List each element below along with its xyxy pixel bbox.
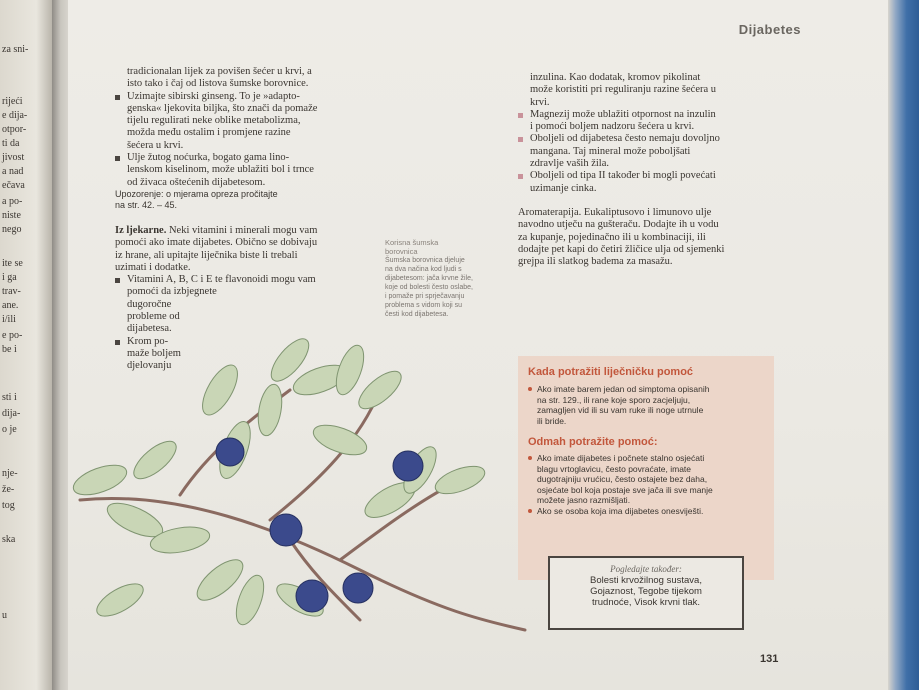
caption-text-line: i pomaže pri sprječavanju: [385, 293, 465, 300]
text-line: možda među ostalim i promjene razine: [127, 127, 291, 139]
text-line: inzulina. Kao dodatak, kromov pikolinat: [530, 72, 701, 83]
text-line: uzimati i dodatke.: [115, 261, 191, 273]
doctor-box-item-2: [528, 453, 768, 506]
text-line: maže boljem: [127, 347, 181, 359]
see-also-label: Pogledajte također:: [610, 564, 682, 574]
left-page-text-fragment: za sni-: [2, 44, 29, 55]
left-page-text-fragment: otpor-: [2, 124, 27, 135]
left-page-text-fragment: ečava: [2, 180, 25, 191]
left-page-text-fragment: ti da: [2, 138, 20, 149]
text-line: na str. 129., ili rane koje sporo zacjeljuju,: [537, 394, 691, 405]
text-line: Krom po-: [127, 335, 169, 347]
left-page-edge: [0, 0, 52, 690]
text-line: dijabetesa.: [127, 323, 172, 335]
col1-bullet-vitamins: [115, 274, 380, 335]
text-line: isto tako i čaj od listova šumske borovnice.: [127, 78, 309, 90]
caption-title-line: Korisna šumska: [385, 238, 439, 247]
text-line: Upozorenje: o mjerama opreza pročitajte: [115, 188, 278, 199]
text-line: uzimanje cinka.: [530, 182, 597, 194]
left-page-text-fragment: ska: [2, 534, 16, 545]
left-page-text-fragment: že-: [2, 484, 15, 495]
text-line: grejpa ili slatkog badema za masažu.: [518, 256, 673, 268]
page-header: Dijabetes: [738, 22, 801, 37]
left-page-text-fragment: nje-: [2, 468, 18, 479]
text-line: zdravlje vaših žila.: [530, 158, 610, 170]
col1-bullet-ginseng: [115, 91, 380, 152]
caption-title: [385, 238, 510, 256]
text-line: Oboljeli od dijabetesa često nemaju dovoljno: [530, 133, 720, 145]
text-line: ili bride.: [537, 415, 567, 426]
pharmacy-heading: Iz ljekarne.: [115, 224, 167, 236]
caption-text: [385, 256, 510, 319]
aromatherapy-paragraph: [518, 207, 780, 268]
text-line: djelovanju: [127, 360, 172, 372]
text-line: zamagljen vid ili su vam ruke ili noge utrnule: [537, 405, 704, 415]
blueberry-caption: [385, 238, 510, 319]
text-line: mangana. Taj mineral može poboljšati: [530, 145, 691, 157]
left-page-text-fragment: be i: [2, 344, 17, 355]
warning-note: [115, 189, 380, 211]
left-page-text-fragment: e po-: [2, 330, 23, 341]
col3-intro: [518, 72, 780, 109]
col3-bullet-manganese: [518, 133, 780, 170]
col3-bullet-zinc: [518, 170, 780, 195]
text-line: Aromaterapija. Eukaliptusovo i limunovo ulje: [518, 206, 712, 218]
left-page-text-fragment: i/ili: [2, 314, 16, 325]
text-line: Neki vitamini i minerali mogu vam: [166, 224, 318, 236]
text-line: Ulje žutog noćurka, bogato gama lino-: [127, 152, 290, 164]
column-3: [518, 72, 780, 268]
left-page-text-fragment: dija-: [2, 408, 21, 419]
text-line: Ako imate barem jedan od simptoma opisanih: [537, 384, 710, 394]
caption-text-line: dijabetesom: jača krvne žile,: [385, 275, 473, 282]
urgent-help-title: Odmah potražite pomoć:: [528, 436, 658, 448]
text-line: Ako se osoba koja ima dijabetes onesviješti.: [537, 505, 704, 516]
caption-text-line: česti kod dijabetesa.: [385, 311, 449, 318]
text-line: možete jasno razmišljati.: [537, 495, 631, 505]
left-page-text-fragment: ite se: [2, 258, 23, 269]
text-line: blagu vrtoglavicu, često povraćate, imate: [537, 463, 692, 474]
text-line: tijelu regulirati neke oblike metabolizma,: [127, 115, 301, 127]
text-line: od živaca oštećenih dijabetesom.: [127, 176, 266, 188]
see-also-line: trudnoće, Visok krvni tlak.: [591, 597, 701, 608]
left-page-text-fragment: o je: [2, 424, 17, 435]
doctor-box-title: Kada potražiti liječničku pomoć: [528, 366, 694, 378]
col1-bullet-evening-primrose: [115, 152, 380, 189]
text-line: pomoći ako imate dijabetes. Obično se dobivaju: [115, 237, 318, 249]
caption-title-line: borovnica: [385, 247, 418, 256]
left-page-text-fragment: trav-: [2, 286, 21, 297]
col1-intro: [115, 66, 380, 91]
text-line: lenskom kiselinom, može ublažiti bol i trnce: [127, 164, 314, 176]
left-page-text-fragment: nego: [2, 224, 22, 235]
text-line: probleme od: [127, 311, 180, 323]
see-also-line: Gojaznost, Tegobe tijekom: [590, 586, 702, 597]
text-line: genska« ljekovita biljka, što znači da pomaže: [127, 102, 318, 114]
text-line: na str. 42. – 45.: [115, 199, 178, 210]
text-line: Uzimajte sibirski ginseng. To je »adapto-: [127, 90, 300, 102]
left-page-text-fragment: sti i: [2, 392, 17, 403]
left-page-text-fragment: a po-: [2, 196, 23, 207]
caption-text-line: Šumska borovnica djeluje: [385, 257, 465, 264]
text-line: za kupanje, pojedinačno ili u kombinaciji, ili: [518, 231, 706, 243]
text-line: dugotrajniju vrućicu, često ostajete bez daha,: [537, 474, 708, 484]
left-page-text-fragment: u: [2, 610, 7, 621]
see-also-box: [548, 556, 744, 630]
left-page-text-fragment: jivost: [2, 152, 25, 163]
column-1: [115, 66, 380, 373]
see-also-line: Bolesti krvožilnog sustava,: [590, 575, 702, 586]
left-page-text-fragment: ane.: [2, 300, 19, 311]
caption-text-line: problema s vidom koji su: [385, 302, 463, 309]
pharmacy-paragraph: [115, 225, 380, 274]
doctor-box-item-3: [528, 506, 768, 517]
left-page-text-fragment: tog: [2, 500, 15, 511]
blueberry-branch-illustration: [60, 330, 540, 640]
text-line: iz hrane, ali upitajte liječnika biste li trebali: [115, 249, 298, 261]
text-line: Ako imate dijabetes i počnete stalno osjećati: [537, 453, 705, 463]
see-also-text: [550, 575, 742, 608]
text-line: šećera u krvi.: [127, 139, 184, 151]
col3-bullet-magnesium: [518, 109, 780, 134]
caption-text-line: na dva načina kod ljudi s: [385, 266, 462, 273]
text-line: osjećate bol koja postaje sve jača ili sve manje: [537, 484, 713, 495]
text-line: može koristiti pri reguliranju razine šećera u: [530, 84, 717, 96]
text-line: pomoći da izbjegnete: [127, 286, 217, 298]
text-line: dugoročne: [127, 298, 172, 310]
left-page-text-fragment: niste: [2, 210, 21, 221]
left-page-text-fragment: i ga: [2, 272, 17, 283]
text-line: dodajte pet kapi do četiri žličice ulja od sjemenki: [518, 243, 725, 255]
text-line: krvi.: [530, 96, 550, 108]
left-page-text-fragment: rijeći: [2, 96, 23, 107]
doctor-help-box: [518, 356, 774, 580]
book-cover-edge: [888, 0, 919, 690]
caption-text-line: koje od bolesti često oslabe,: [385, 284, 473, 291]
text-line: Vitamini A, B, C i E te flavonoidi mogu vam: [127, 274, 316, 286]
text-line: Magnezij može ublažiti otpornost na inzulin: [530, 108, 716, 120]
left-page-text-fragment: e dija-: [2, 110, 28, 121]
text-line: tradicionalan lijek za povišen šećer u krvi, a: [127, 66, 312, 77]
page-number: 131: [760, 653, 779, 665]
left-page-text-fragment: a nad: [2, 166, 24, 177]
doctor-box-item-1: [528, 384, 768, 426]
text-line: Oboljeli od tipa II također bi mogli povećati: [530, 170, 716, 182]
text-line: i pomoći boljem nadzoru šećera u krvi.: [530, 121, 695, 133]
text-line: navodno utječu na gušteraču. Dodajte ih u vodu: [518, 219, 719, 231]
